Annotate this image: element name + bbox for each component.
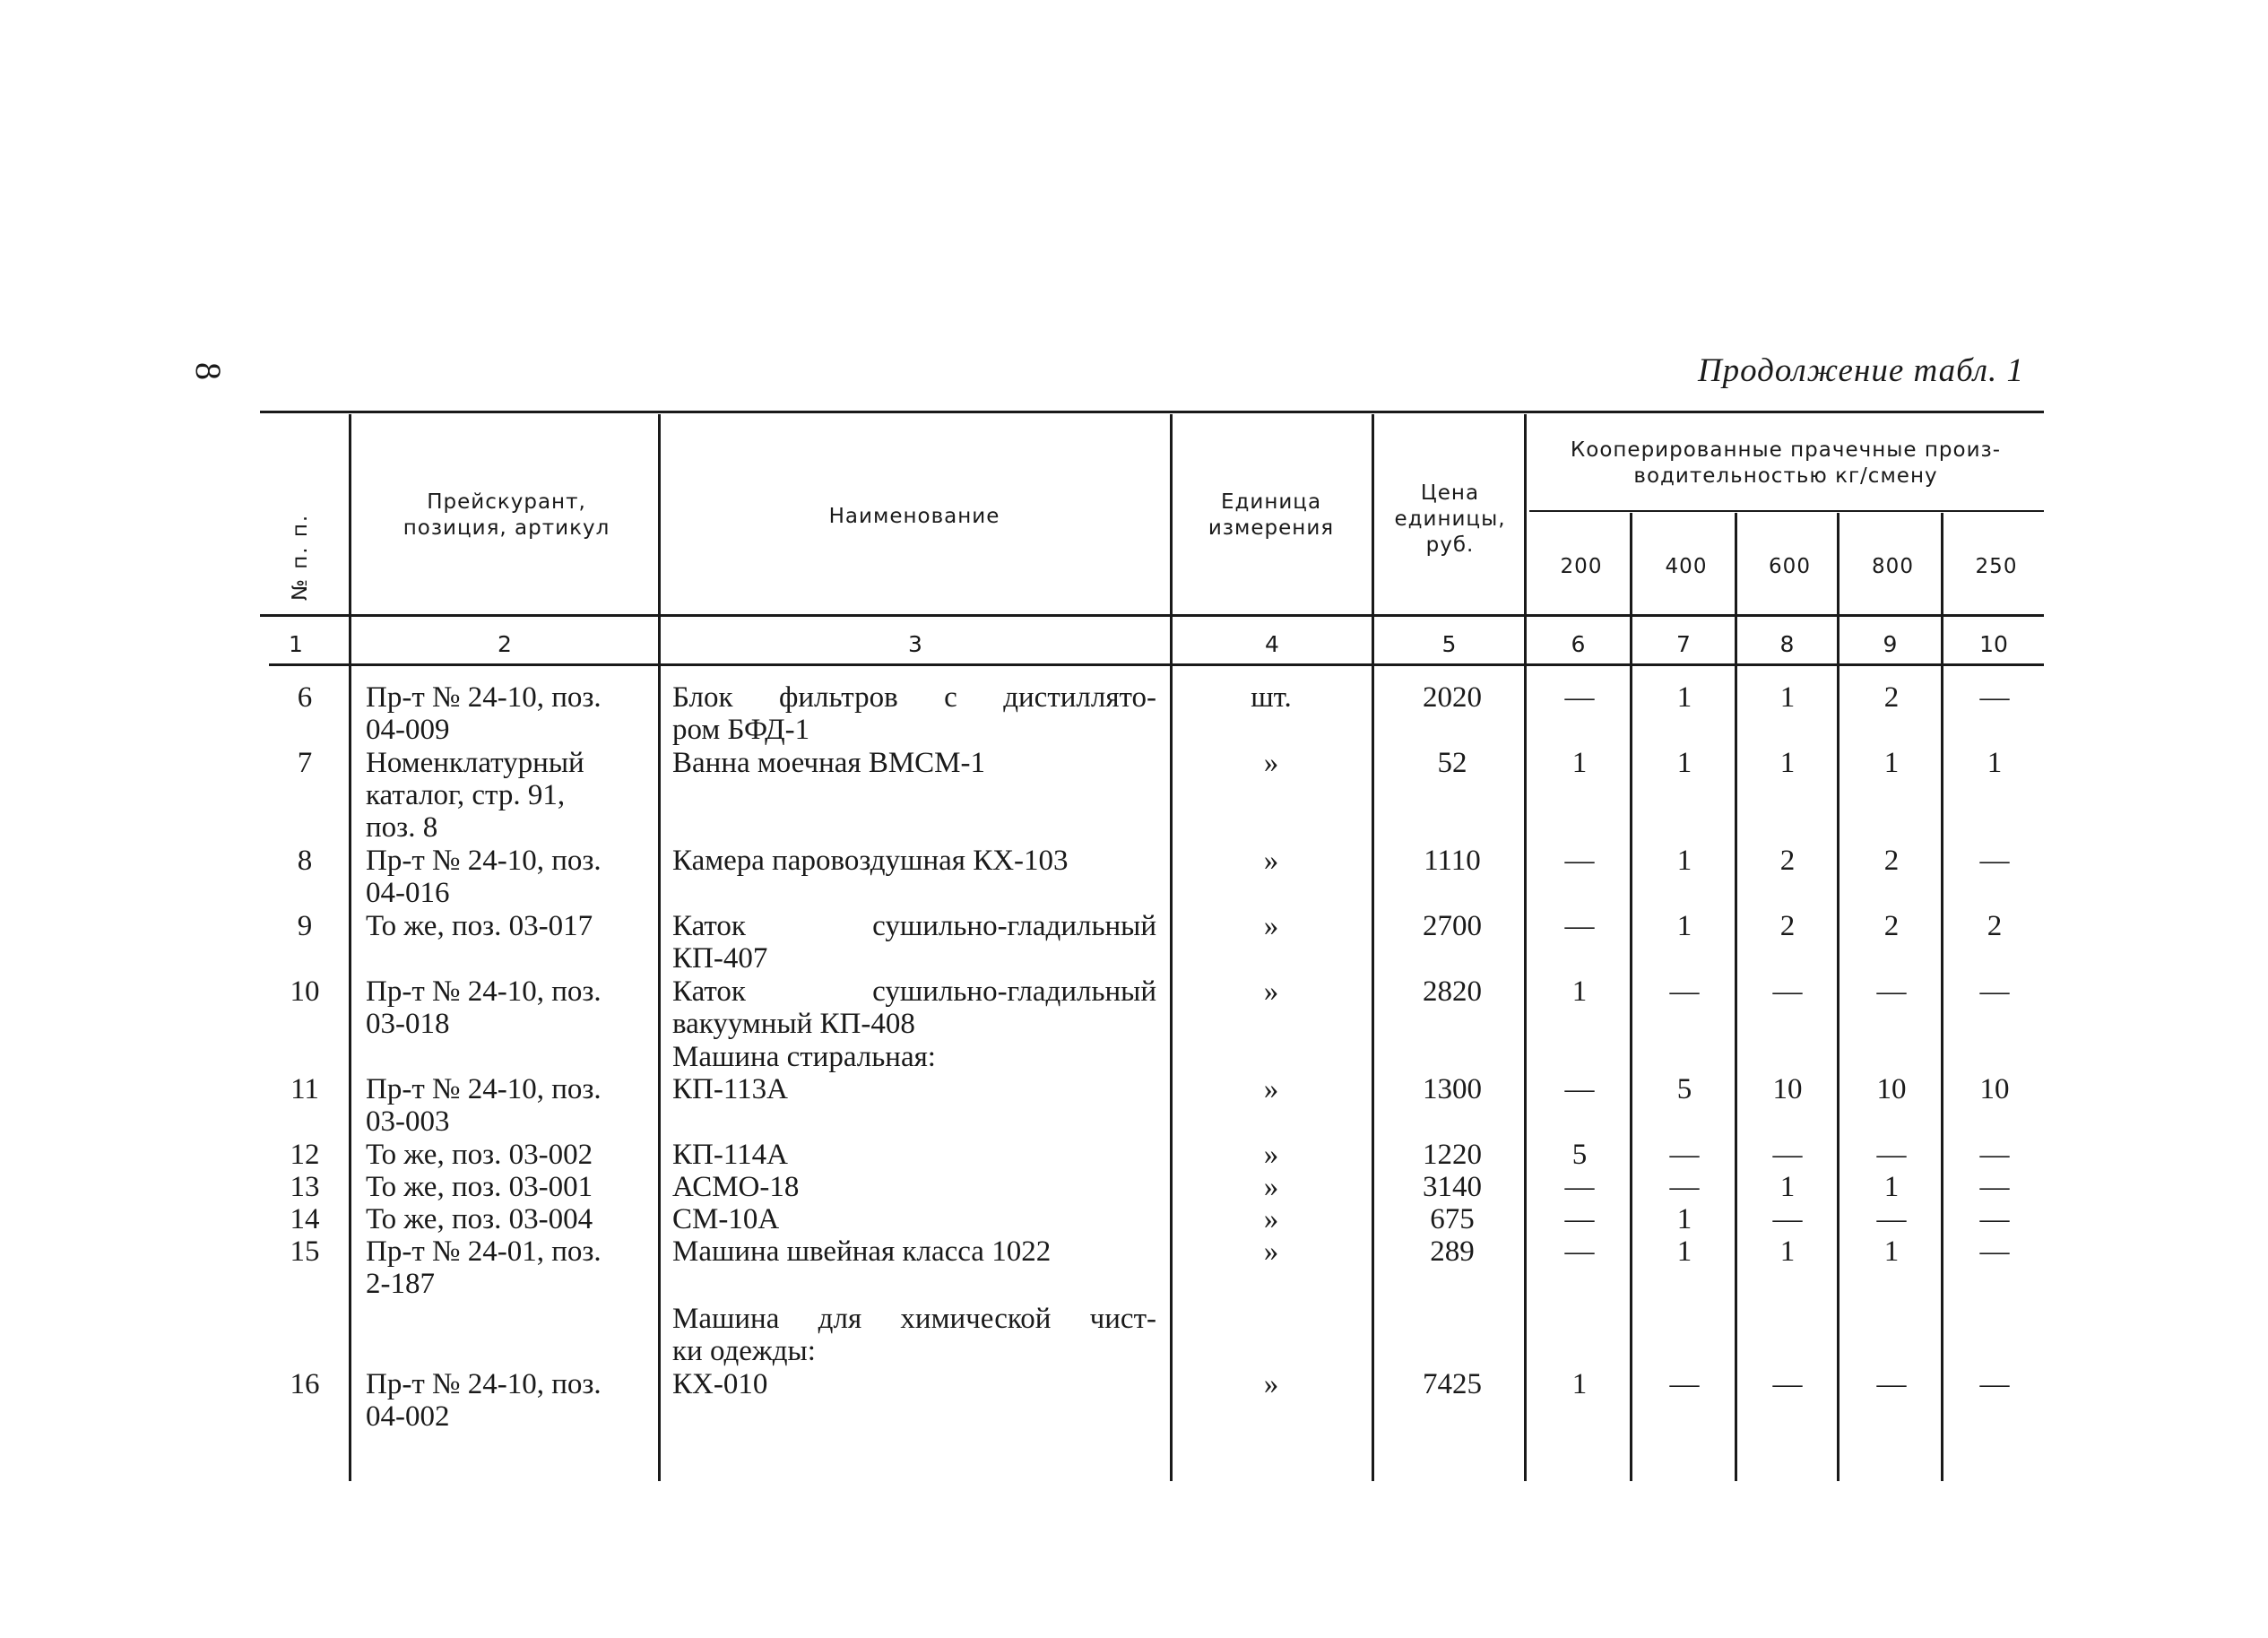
unit-price: 52 <box>1437 747 1467 779</box>
col-divider-7 <box>1735 513 1737 1481</box>
price-list-reference: поз. 8 <box>366 811 438 844</box>
quantity-cell: 1 <box>1676 1235 1692 1268</box>
row-number: 8 <box>297 845 313 877</box>
quantity-cell: 1 <box>1779 1171 1796 1203</box>
unit-of-measure: » <box>1263 1368 1279 1400</box>
unit-of-measure: » <box>1263 1235 1279 1268</box>
item-name: Камера паровоздушная КХ-103 <box>672 845 1069 877</box>
quantity-cell: 1 <box>1779 1235 1796 1268</box>
header-capacity-5: 250 <box>1975 555 2018 578</box>
quantity-cell: — <box>1564 681 1595 714</box>
price-list-reference: Пр-т № 24-10, поз. <box>366 1073 602 1105</box>
row-number: 16 <box>290 1368 320 1400</box>
item-name: СМ-10А <box>672 1203 780 1235</box>
price-list-reference: То же, поз. 03-002 <box>366 1139 593 1171</box>
unit-of-measure: » <box>1263 975 1279 1008</box>
quantity-cell: 10 <box>1876 1073 1907 1105</box>
unit-of-measure: » <box>1263 1073 1279 1105</box>
unit-price: 1110 <box>1424 845 1481 877</box>
quantity-cell: — <box>1979 1235 2010 1268</box>
item-name: КП-113А <box>672 1073 788 1105</box>
unit-price: 2020 <box>1423 681 1482 714</box>
price-list-reference: Пр-т № 24-10, поз. <box>366 975 602 1008</box>
col-divider-3 <box>1170 414 1173 1481</box>
quantity-cell: — <box>1669 1171 1700 1203</box>
column-number: 4 <box>1265 631 1279 657</box>
column-number: 7 <box>1676 631 1691 657</box>
row-number: 12 <box>290 1139 320 1171</box>
unit-of-measure: » <box>1263 910 1279 942</box>
page-number: 8 <box>188 362 229 380</box>
quantity-cell: 2 <box>1883 845 1900 877</box>
col-divider-6 <box>1630 513 1632 1481</box>
quantity-cell: — <box>1564 1073 1595 1105</box>
header-name: Наименование <box>828 505 1000 528</box>
header-capacity-2: 400 <box>1665 555 1708 578</box>
price-list-reference: 2-187 <box>366 1268 435 1300</box>
unit-of-measure: » <box>1263 747 1279 779</box>
unit-price: 289 <box>1430 1235 1475 1268</box>
quantity-cell: — <box>1772 1203 1803 1235</box>
price-list-reference: 04-009 <box>366 714 450 746</box>
quantity-cell: — <box>1564 910 1595 942</box>
item-name: АСМО-18 <box>672 1171 800 1203</box>
item-name: КП-114А <box>672 1139 788 1171</box>
quantity-cell: — <box>1669 975 1700 1008</box>
unit-price: 3140 <box>1423 1171 1482 1203</box>
col-divider-4 <box>1372 414 1374 1481</box>
item-name: вакуумный КП-408 <box>672 1008 915 1040</box>
col-divider-9 <box>1941 513 1943 1481</box>
unit-price: 2700 <box>1423 910 1482 942</box>
price-list-reference: 04-016 <box>366 877 450 909</box>
unit-of-measure: » <box>1263 845 1279 877</box>
quantity-cell: 1 <box>1676 1203 1692 1235</box>
quantity-cell: 1 <box>1779 681 1796 714</box>
price-list-reference: То же, поз. 03-017 <box>366 910 593 942</box>
unit-price: 675 <box>1430 1203 1475 1235</box>
row-number: 13 <box>290 1171 320 1203</box>
quantity-cell: — <box>1772 1368 1803 1400</box>
column-number: 5 <box>1441 631 1457 657</box>
price-list-reference: 03-018 <box>366 1008 450 1040</box>
row-number: 15 <box>290 1235 320 1268</box>
quantity-cell: — <box>1564 1203 1595 1235</box>
price-list-reference: То же, поз. 03-001 <box>366 1171 593 1203</box>
quantity-cell: 2 <box>1883 910 1900 942</box>
row-number: 14 <box>290 1203 320 1235</box>
price-list-reference: Пр-т № 24-01, поз. <box>366 1235 602 1268</box>
quantity-cell: — <box>1669 1368 1700 1400</box>
unit-price: 7425 <box>1423 1368 1482 1400</box>
price-list-reference: То же, поз. 03-004 <box>366 1203 593 1235</box>
quantity-cell: — <box>1979 1171 2010 1203</box>
item-name: Машина для химической чист- <box>672 1303 1156 1335</box>
column-number: 3 <box>908 631 922 657</box>
quantity-cell: — <box>1979 845 2010 877</box>
row-number: 10 <box>290 975 320 1008</box>
quantity-cell: — <box>1876 1368 1907 1400</box>
row-number: 9 <box>297 910 313 942</box>
header-row-number: № п. п. <box>289 513 312 601</box>
quantity-cell: 10 <box>1772 1073 1803 1105</box>
column-number: 8 <box>1779 631 1795 657</box>
header-capacity-group: Кооперированные прачечные произ-водительностью кг/смену <box>1570 438 2002 488</box>
quantity-cell: 1 <box>1883 1235 1900 1268</box>
item-name: КП-407 <box>672 942 768 975</box>
quantity-cell: — <box>1979 975 2010 1008</box>
unit-price: 1300 <box>1423 1073 1482 1105</box>
column-number: 9 <box>1883 631 1898 657</box>
quantity-cell: — <box>1772 975 1803 1008</box>
quantity-cell: 5 <box>1571 1139 1588 1171</box>
quantity-cell: 1 <box>1676 910 1692 942</box>
column-numbers-rule <box>269 663 2044 666</box>
table-continuation-caption: Продолжение табл. 1 <box>1697 352 2024 389</box>
quantity-cell: 1 <box>1779 747 1796 779</box>
col-divider-5 <box>1524 414 1527 1481</box>
item-name: Ванна моечная ВМСМ-1 <box>672 747 986 779</box>
quantity-cell: — <box>1979 1139 2010 1171</box>
quantity-cell: 1 <box>1571 747 1588 779</box>
quantity-cell: — <box>1772 1139 1803 1171</box>
price-list-reference: Номенклатурный <box>366 747 584 779</box>
item-name: ром БФД-1 <box>672 714 810 746</box>
quantity-cell: 2 <box>1883 681 1900 714</box>
item-name: Каток сушильно-гладильный <box>672 910 1156 942</box>
quantity-cell: 1 <box>1987 747 2003 779</box>
price-list-reference: Пр-т № 24-10, поз. <box>366 681 602 714</box>
quantity-cell: — <box>1669 1139 1700 1171</box>
header-capacity-4: 800 <box>1872 555 1914 578</box>
quantity-cell: 1 <box>1676 845 1692 877</box>
group-header-rule <box>1529 510 2044 512</box>
column-number: 2 <box>498 631 512 657</box>
price-list-reference: Пр-т № 24-10, поз. <box>366 845 602 877</box>
unit-of-measure: » <box>1263 1139 1279 1171</box>
price-list-reference: каталог, стр. 91, <box>366 779 566 811</box>
quantity-cell: 2 <box>1779 845 1796 877</box>
quantity-cell: 1 <box>1571 975 1588 1008</box>
quantity-cell: — <box>1876 1203 1907 1235</box>
col-divider-8 <box>1837 513 1840 1481</box>
column-number: 10 <box>1979 631 2008 657</box>
row-number: 11 <box>290 1073 319 1105</box>
quantity-cell: — <box>1876 975 1907 1008</box>
row-number: 6 <box>297 681 313 714</box>
item-name: КХ-010 <box>672 1368 768 1400</box>
quantity-cell: — <box>1979 1368 2010 1400</box>
quantity-cell: 1 <box>1676 681 1692 714</box>
quantity-cell: — <box>1876 1139 1907 1171</box>
quantity-cell: 1 <box>1883 747 1900 779</box>
quantity-cell: — <box>1564 1171 1595 1203</box>
unit-price: 1220 <box>1423 1139 1482 1171</box>
quantity-cell: 2 <box>1779 910 1796 942</box>
header-unit: Единица измерения <box>1208 490 1335 540</box>
quantity-cell: 2 <box>1987 910 2003 942</box>
header-price: Цена единицы, руб. <box>1394 481 1506 557</box>
item-name: Блок фильтров с дистиллято- <box>672 681 1156 714</box>
item-name: Машина стиральная: <box>672 1041 936 1073</box>
price-list-reference: Пр-т № 24-10, поз. <box>366 1368 602 1400</box>
column-number: 1 <box>289 631 303 657</box>
column-number: 6 <box>1571 631 1586 657</box>
header-capacity-3: 600 <box>1769 555 1811 578</box>
unit-price: 2820 <box>1423 975 1482 1008</box>
item-name: ки одежды: <box>672 1335 816 1367</box>
quantity-cell: 5 <box>1676 1073 1692 1105</box>
quantity-cell: 1 <box>1676 747 1692 779</box>
quantity-cell: 1 <box>1571 1368 1588 1400</box>
quantity-cell: — <box>1979 1203 2010 1235</box>
price-list-reference: 03-003 <box>366 1105 450 1138</box>
unit-of-measure: шт. <box>1251 681 1292 714</box>
col-divider-2 <box>658 414 661 1481</box>
header-bottom-rule <box>260 614 2044 617</box>
col-divider-1 <box>349 414 351 1481</box>
unit-of-measure: » <box>1263 1203 1279 1235</box>
price-list-reference: 04-002 <box>366 1400 450 1433</box>
header-capacity-1: 200 <box>1560 555 1603 578</box>
quantity-cell: 1 <box>1883 1171 1900 1203</box>
quantity-cell: 10 <box>1979 1073 2010 1105</box>
quantity-cell: — <box>1564 1235 1595 1268</box>
header-price-list: Прейскурант, позиция, артикул <box>403 490 610 540</box>
unit-of-measure: » <box>1263 1171 1279 1203</box>
item-name: Каток сушильно-гладильный <box>672 975 1156 1008</box>
table-top-rule <box>260 411 2044 413</box>
quantity-cell: — <box>1564 845 1595 877</box>
row-number: 7 <box>297 747 313 779</box>
quantity-cell: — <box>1979 681 2010 714</box>
item-name: Машина швейная класса 1022 <box>672 1235 1052 1268</box>
